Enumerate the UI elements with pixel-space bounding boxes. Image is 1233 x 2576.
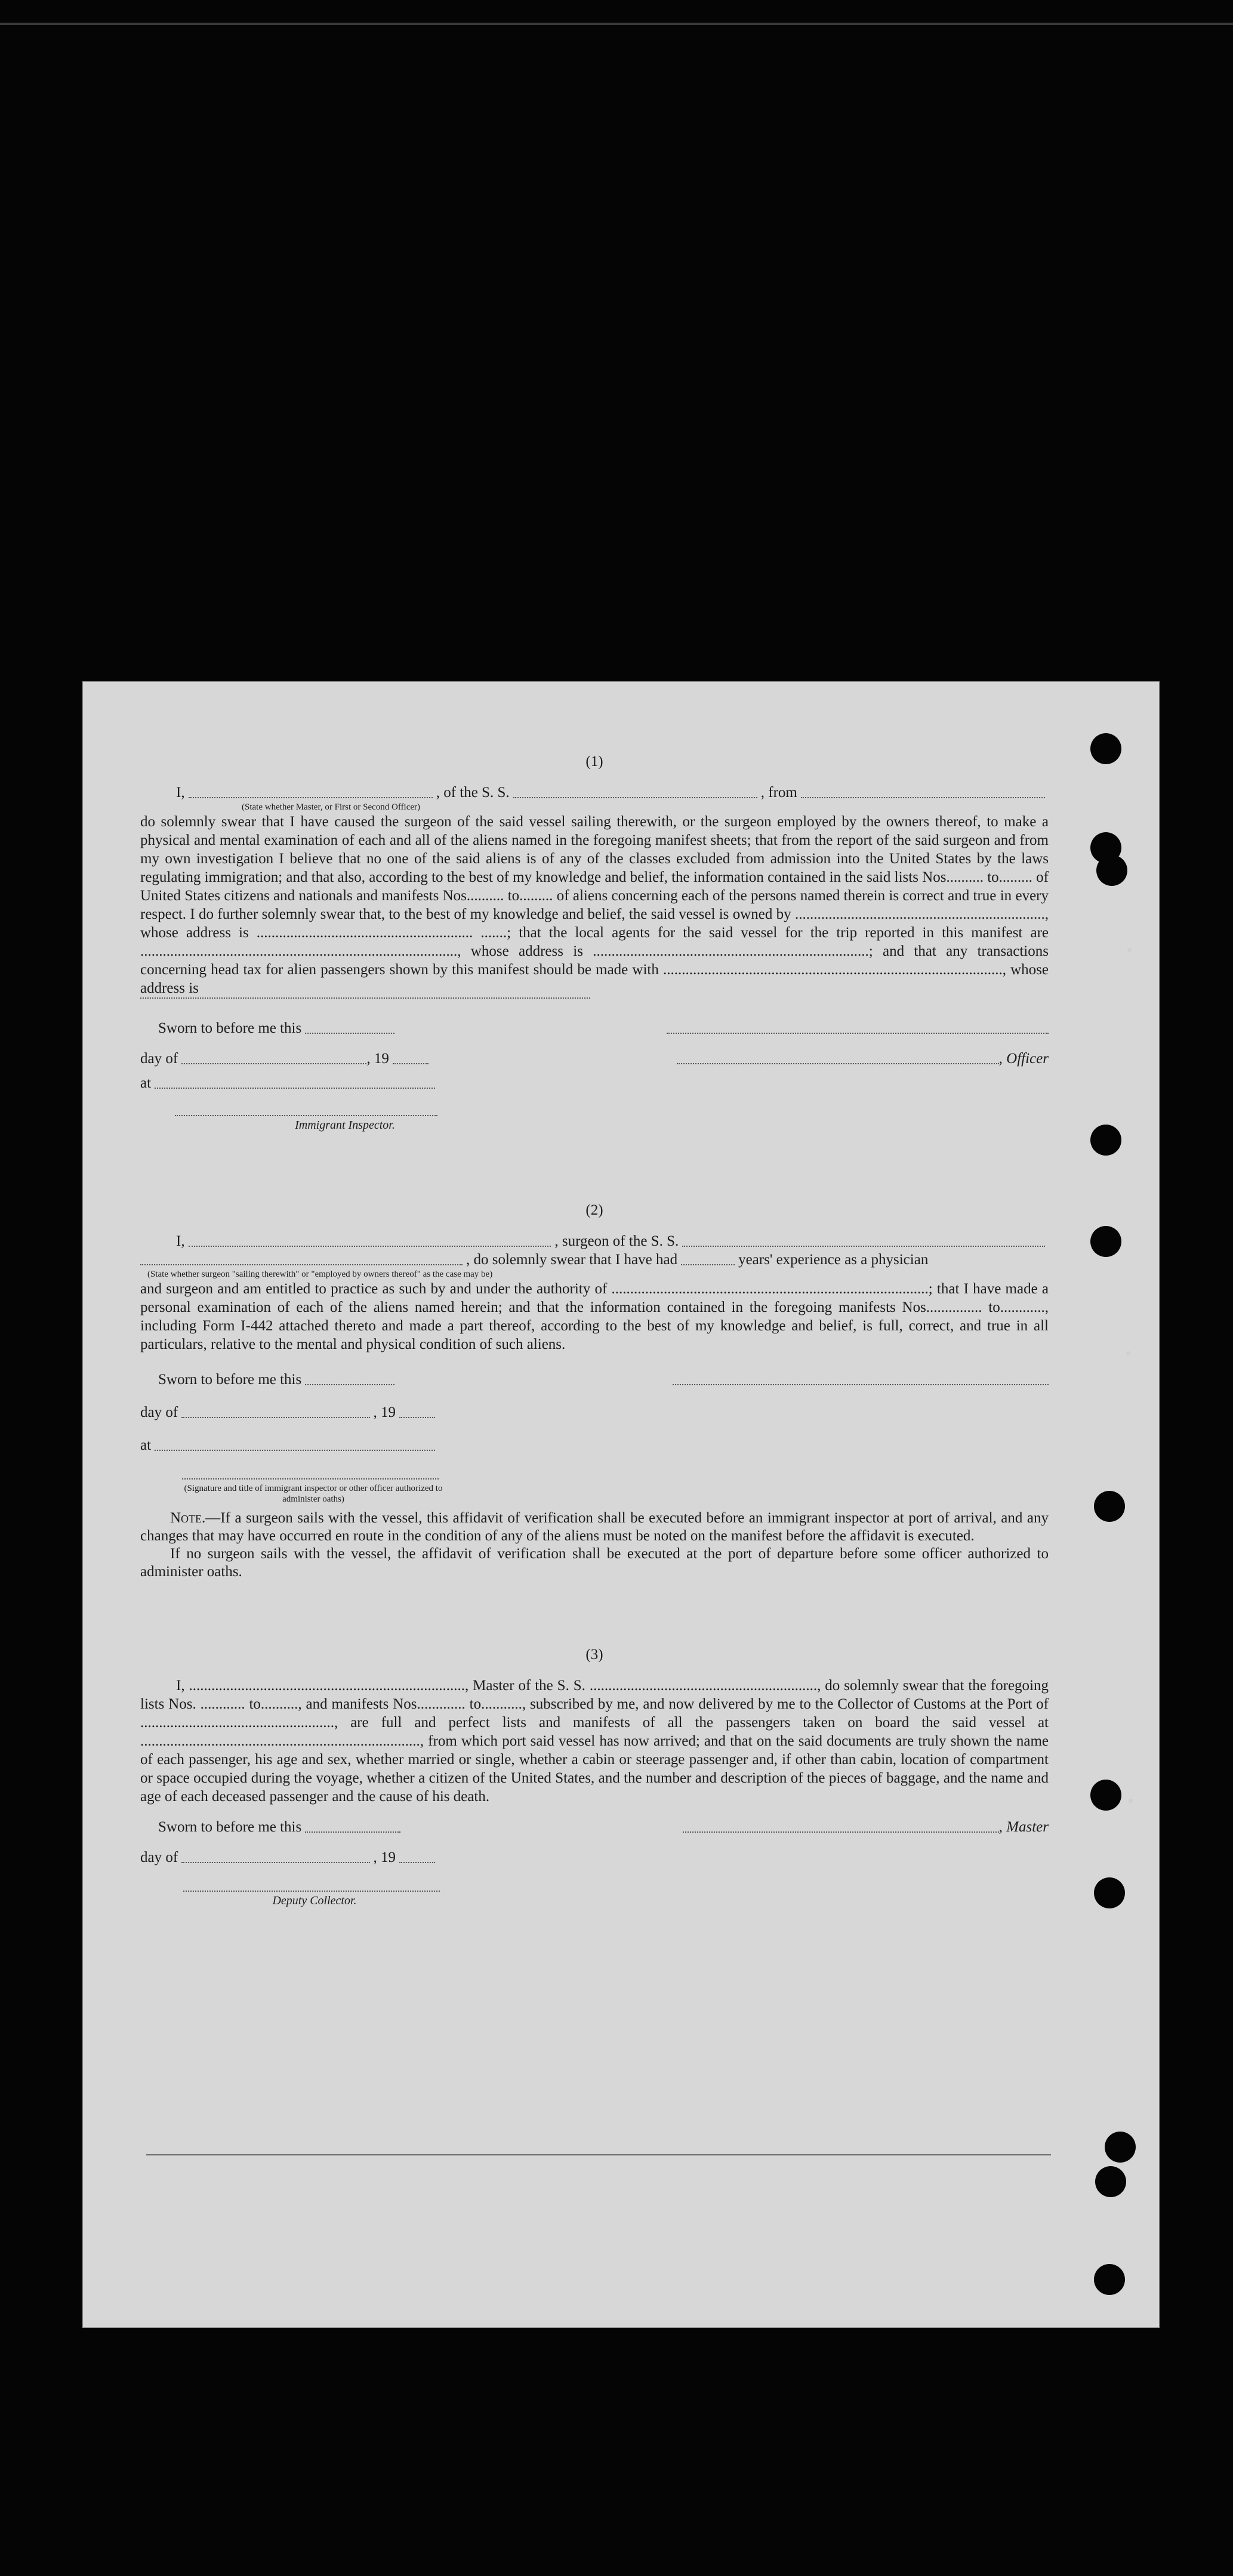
day-label: day of bbox=[140, 1051, 178, 1067]
sworn-row bbox=[140, 1019, 1049, 1037]
sworn-label: Sworn to before me this bbox=[158, 1819, 302, 1835]
at-label: at bbox=[140, 1437, 152, 1453]
years-label: years' experience as a physician bbox=[738, 1252, 929, 1268]
surgeon-status-hint: (State whether surgeon "sailing therewith" or "employed by owners thereof" as the case may be) bbox=[147, 1270, 493, 1279]
affidavit-delivery-section bbox=[140, 1647, 1049, 1906]
surgeon-name-field[interactable] bbox=[189, 1246, 551, 1247]
master-oath-text: do solemnly swear that I have caused the surgeon of the said vessel sailing therewith, or the surgeon employed by the owners thereof, to make a physical and mental examination of each and all of the aliens named in the foregoing manifest sheets; that from the report of the said surgeon and from my own investigation I believe that no one of the said aliens is of any of the classes excluded from admission into the United States by the laws regulating immigration; and that also, according to the best of my knowledge and belief, the information contained in the said lists Nos.......... to......... of United States citizens and nationals and manifests Nos.......... to......... of aliens concerning each of the persons named therein is correct and true in every respect. I do further solemnly swear that, to the best of my knowledge and belief, the said vessel is owned by ..................................................................., whose address is .......................................................... .......; that the local agents for the said vessel for the trip reported in this manifest are ....................................................................................., whose address is ..........................................................................; and that any transactions concerning head tax for alien passengers shown by this manifest should be made with ..........................................................................................., whose address is bbox=[140, 814, 1049, 996]
punch-hole bbox=[1094, 2264, 1125, 2295]
inspector-signature bbox=[140, 1109, 443, 1131]
manifest-page bbox=[82, 681, 1160, 2328]
administering-officer-line[interactable] bbox=[182, 1478, 439, 1479]
year-label: , 19 bbox=[366, 1051, 389, 1067]
departure-port-field[interactable] bbox=[801, 797, 1045, 798]
delivery-oath-text: I, .........................................................................., Master of the S. S. ............................................................., do solemnly swear that the foregoing lists Nos. ............ to.........., and manifests Nos............. to..........., subscribed by me, and now delivered by me to the Collector of Customs at the Port of ...................................................., are full and perfect lists and manifests of all the passengers taken on board the said vessel at ..........................................................................., from which port said vessel has now arrived; and that on the said documents are truly shown the name of each passenger, his age and sex, whether married or single, whether a cabin or steerage passenger and, if other than cabin, location of compartment or space occupied during the voyage, whether a citizen of the United States, and the number and description of the pieces of baggage, and the name and age of each deceased passenger and the cause of his death. bbox=[140, 1678, 1049, 1805]
dust-speck bbox=[1126, 1351, 1130, 1355]
note-paragraph bbox=[140, 1509, 1049, 1545]
year-field[interactable] bbox=[399, 1417, 435, 1418]
of-ss-label: , of the S. S. bbox=[436, 784, 510, 801]
day-label: day of bbox=[140, 1849, 178, 1865]
administering-officer-hint: (Signature and title of immigrant inspector or other officer authorized to administer oaths) bbox=[184, 1484, 443, 1504]
inspector-signature-line[interactable] bbox=[175, 1115, 437, 1116]
dust-speck bbox=[1127, 948, 1132, 952]
dust-speck bbox=[1129, 1799, 1133, 1803]
punch-hole bbox=[1094, 1877, 1125, 1908]
year-field[interactable] bbox=[399, 1862, 435, 1863]
master-oath-line bbox=[140, 783, 1049, 802]
surgeon-oath-text: and surgeon and am entitled to practice as such by and under the authority of .....................................................................................; that I have made a personal examination of each of the aliens named herein; and that the information contained in the foregoing manifests Nos............... to............, including Form I-442 attached thereto and made a part thereof, according to the best of my knowledge and belief, is full, correct, and true in all particulars, relative to the mental and physical condition of such aliens. bbox=[140, 1281, 1049, 1352]
address-field[interactable] bbox=[140, 997, 590, 999]
place-field[interactable] bbox=[155, 1088, 435, 1089]
collector-label: Deputy Collector. bbox=[272, 1894, 357, 1907]
note-text: —If a surgeon sails with the vessel, this affidavit of verification shall be executed before an immigrant inspector at port of arrival, and any changes that may have occurred en route in the condition of any of the aliens must be noted on the manifest before the affidavit is executed. bbox=[140, 1510, 1049, 1544]
surgeon-status-field[interactable] bbox=[140, 1264, 463, 1265]
day-row bbox=[140, 1848, 439, 1867]
surgeon-experience-line bbox=[140, 1250, 1049, 1269]
bottom-rule bbox=[146, 2154, 1051, 2155]
year-label: , 19 bbox=[373, 1404, 396, 1420]
film-edge-line bbox=[0, 23, 1233, 25]
year-label: , 19 bbox=[373, 1849, 396, 1865]
officer-signature-line[interactable] bbox=[667, 1019, 1049, 1034]
section-number: (3) bbox=[585, 1647, 603, 1663]
day-label: day of bbox=[140, 1404, 178, 1420]
from-label: , from bbox=[760, 784, 797, 801]
sworn-label: Sworn to before me this bbox=[158, 1020, 302, 1036]
collector-signature-line[interactable] bbox=[183, 1891, 440, 1892]
punch-hole bbox=[1096, 855, 1127, 886]
officer-rank-hint: (State whether Master, or First or Second Officer) bbox=[242, 802, 421, 812]
month-field[interactable] bbox=[181, 1862, 369, 1863]
punch-hole bbox=[1095, 2166, 1126, 2197]
sworn-row bbox=[140, 1370, 1049, 1389]
officer-name-field[interactable] bbox=[189, 797, 433, 798]
punch-hole bbox=[1105, 2132, 1136, 2163]
sworn-day-field[interactable] bbox=[305, 1384, 394, 1385]
sworn-row bbox=[140, 1818, 1049, 1836]
document-body bbox=[140, 753, 1049, 1906]
address-continuation bbox=[140, 997, 594, 1002]
inspector-label: Immigrant Inspector. bbox=[295, 1119, 395, 1132]
master-signature-line[interactable] bbox=[683, 1831, 999, 1833]
surgeon-signature-line[interactable] bbox=[673, 1370, 1049, 1385]
note-label: Note. bbox=[170, 1510, 206, 1526]
punch-hole bbox=[1090, 1125, 1121, 1156]
punch-hole bbox=[1090, 1226, 1121, 1257]
vessel-name-field[interactable] bbox=[513, 797, 757, 798]
oath-prefix: I, bbox=[176, 1233, 185, 1249]
at-row bbox=[140, 1436, 439, 1454]
year-field[interactable] bbox=[393, 1063, 429, 1064]
swear-label: , do solemnly swear that I have had bbox=[466, 1252, 678, 1268]
sworn-day-field[interactable] bbox=[305, 1831, 400, 1833]
month-field[interactable] bbox=[181, 1417, 369, 1418]
affidavit-master-section bbox=[140, 753, 1049, 1131]
vessel-name-field[interactable] bbox=[682, 1246, 1045, 1247]
punch-hole bbox=[1090, 1780, 1121, 1811]
officer-title-line[interactable] bbox=[677, 1063, 999, 1064]
master-label: , Master bbox=[998, 1819, 1049, 1835]
affidavit-surgeon-section bbox=[140, 1202, 1049, 1581]
section-number: (2) bbox=[585, 1202, 603, 1218]
officer-label: , Officer bbox=[998, 1051, 1049, 1067]
punch-hole bbox=[1090, 733, 1121, 764]
at-label: at bbox=[140, 1075, 152, 1091]
note-paragraph-2: If no surgeon sails with the vessel, the affidavit of verification shall be executed at the port of departure before some officer authorized to administer oaths. bbox=[140, 1546, 1049, 1580]
years-field[interactable] bbox=[681, 1264, 735, 1265]
punch-hole bbox=[1094, 1491, 1125, 1522]
surgeon-oath-line bbox=[140, 1232, 1049, 1250]
place-field[interactable] bbox=[155, 1450, 435, 1451]
collector-signature bbox=[140, 1885, 446, 1906]
administering-officer-signature bbox=[140, 1472, 445, 1505]
sworn-label: Sworn to before me this bbox=[158, 1372, 302, 1388]
sworn-day-field[interactable] bbox=[305, 1033, 394, 1034]
at-row bbox=[140, 1074, 439, 1092]
month-field[interactable] bbox=[181, 1063, 366, 1064]
day-row bbox=[140, 1403, 439, 1422]
day-row bbox=[140, 1049, 1049, 1068]
surgeon-of-ss-label: , surgeon of the S. S. bbox=[554, 1233, 679, 1249]
section-number: (1) bbox=[585, 753, 603, 770]
oath-prefix: I, bbox=[176, 784, 185, 801]
